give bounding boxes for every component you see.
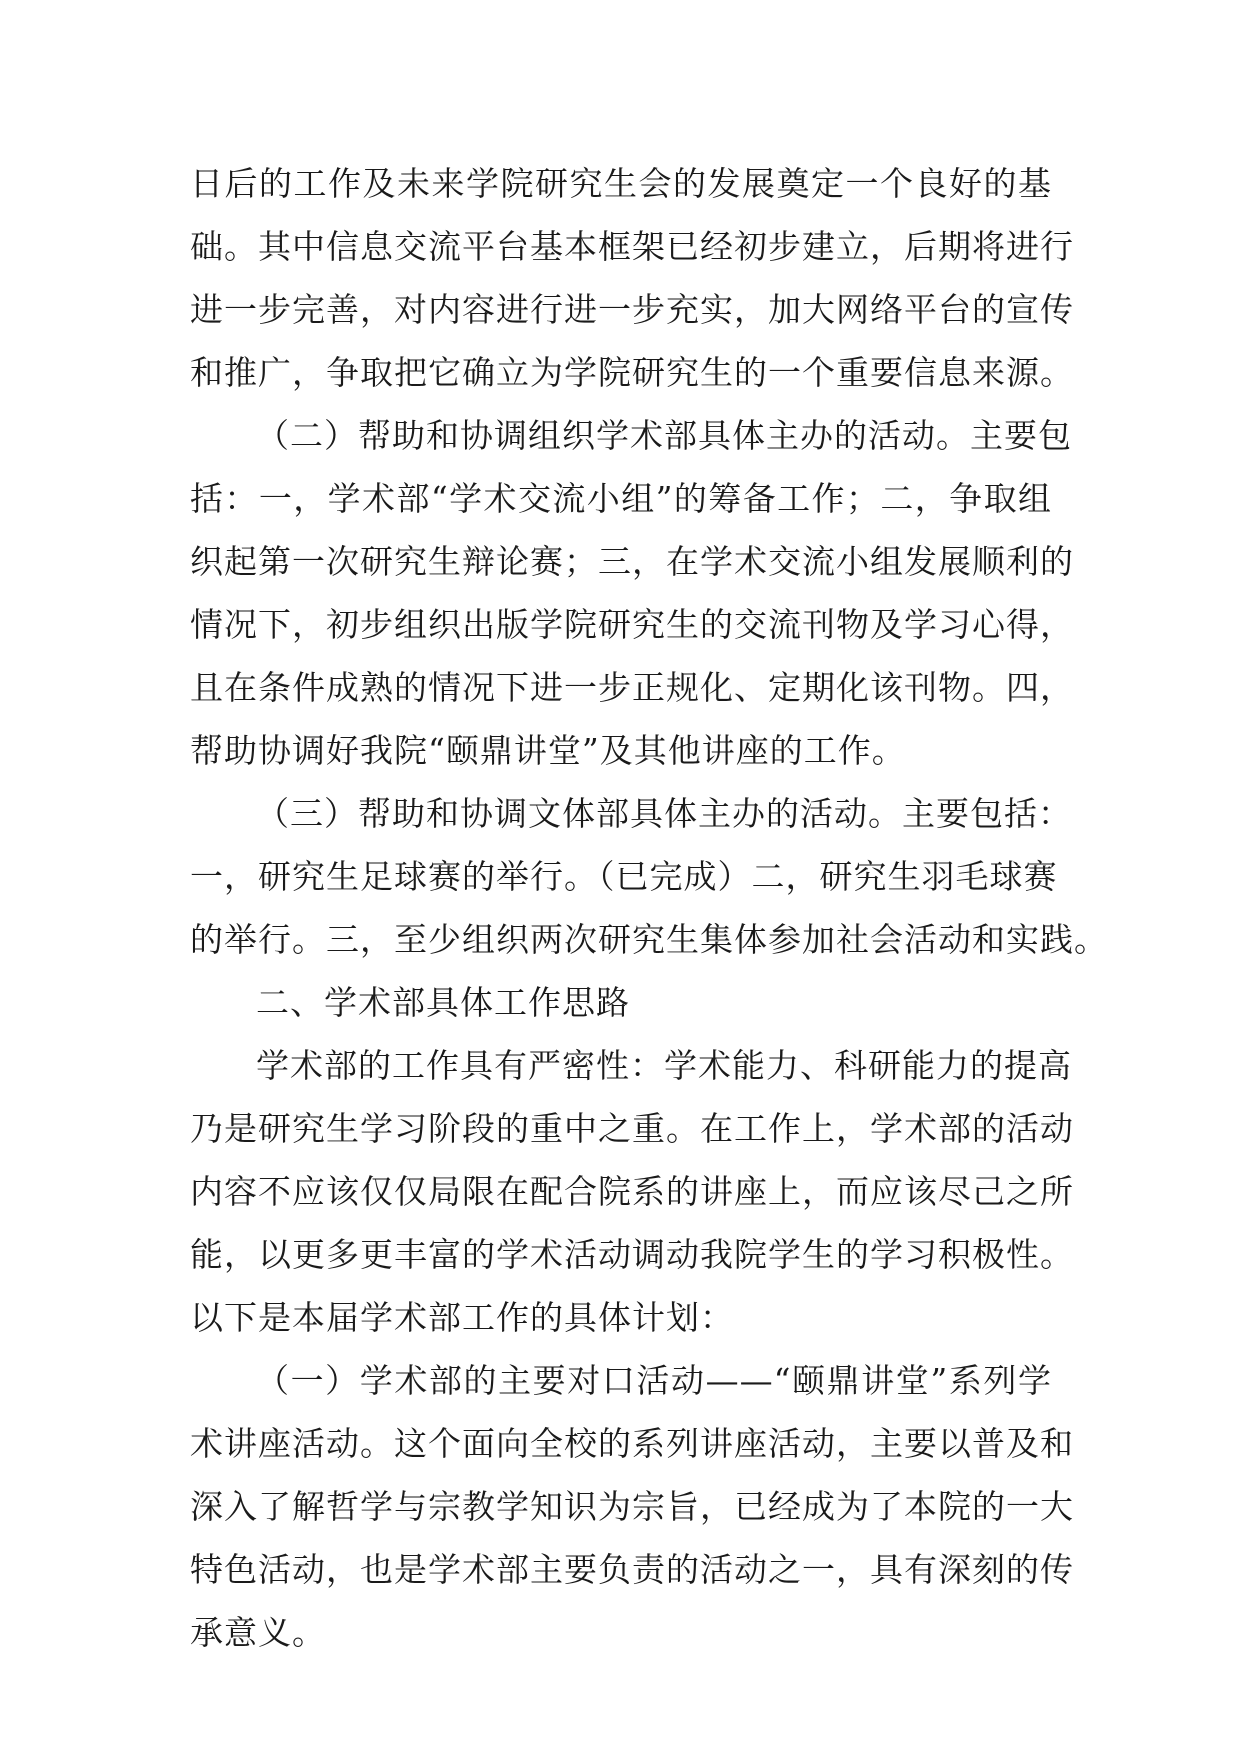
paragraph-start-line: （三）帮助和协调文体部具体主办的活动。主要包括： <box>256 794 1072 833</box>
text-line: 一，研究生足球赛的举行。（已完成）二，研究生羽毛球赛 <box>190 857 1058 896</box>
text-line: 且在条件成熟的情况下进一步正规化、定期化该刊物。四， <box>190 668 1074 707</box>
paragraph-start-line: 学术部的工作具有严密性：学术能力、科研能力的提高 <box>256 1046 1072 1085</box>
text-line: 括：一，学术部“学术交流小组”的筹备工作；二，争取组 <box>190 479 1052 518</box>
text-line: 特色活动，也是学术部主要负责的活动之一，具有深刻的传 <box>190 1550 1074 1589</box>
text-line: 帮助协调好我院“颐鼎讲堂”及其他讲座的工作。 <box>190 731 906 770</box>
text-line: 的举行。三，至少组织两次研究生集体参加社会活动和实践。 <box>190 920 1108 959</box>
text-line: 能，以更多更丰富的学术活动调动我院学生的学习积极性。 <box>190 1235 1074 1274</box>
text-line: 内容不应该仅仅局限在配合院系的讲座上，而应该尽己之所 <box>190 1172 1074 1211</box>
text-line: 情况下，初步组织出版学院研究生的交流刊物及学习心得， <box>190 605 1074 644</box>
text-line: 乃是研究生学习阶段的重中之重。在工作上，学术部的活动 <box>190 1109 1074 1148</box>
text-line: 织起第一次研究生辩论赛；三，在学术交流小组发展顺利的 <box>190 542 1074 581</box>
text-line: 术讲座活动。这个面向全校的系列讲座活动，主要以普及和 <box>190 1424 1074 1463</box>
text-line: 和推广，争取把它确立为学院研究生的一个重要信息来源。 <box>190 353 1074 392</box>
text-line: 日后的工作及未来学院研究生会的发展奠定一个良好的基 <box>190 164 1052 203</box>
section-heading: 二、学术部具体工作思路 <box>256 983 630 1022</box>
text-line: 承意义。 <box>190 1613 326 1652</box>
text-line: 深入了解哲学与宗教学知识为宗旨，已经成为了本院的一大 <box>190 1487 1074 1526</box>
document-body <box>190 152 1108 1664</box>
paragraph-start-line: （二）帮助和协调组织学术部具体主办的活动。主要包 <box>256 416 1072 455</box>
paragraph-start-line: （一）学术部的主要对口活动——“颐鼎讲堂”系列学 <box>256 1361 1052 1400</box>
text-line: 以下是本届学术部工作的具体计划： <box>190 1298 734 1337</box>
text-line: 础。其中信息交流平台基本框架已经初步建立，后期将进行 <box>190 227 1074 266</box>
text-line: 进一步完善，对内容进行进一步充实，加大网络平台的宣传 <box>190 290 1074 329</box>
